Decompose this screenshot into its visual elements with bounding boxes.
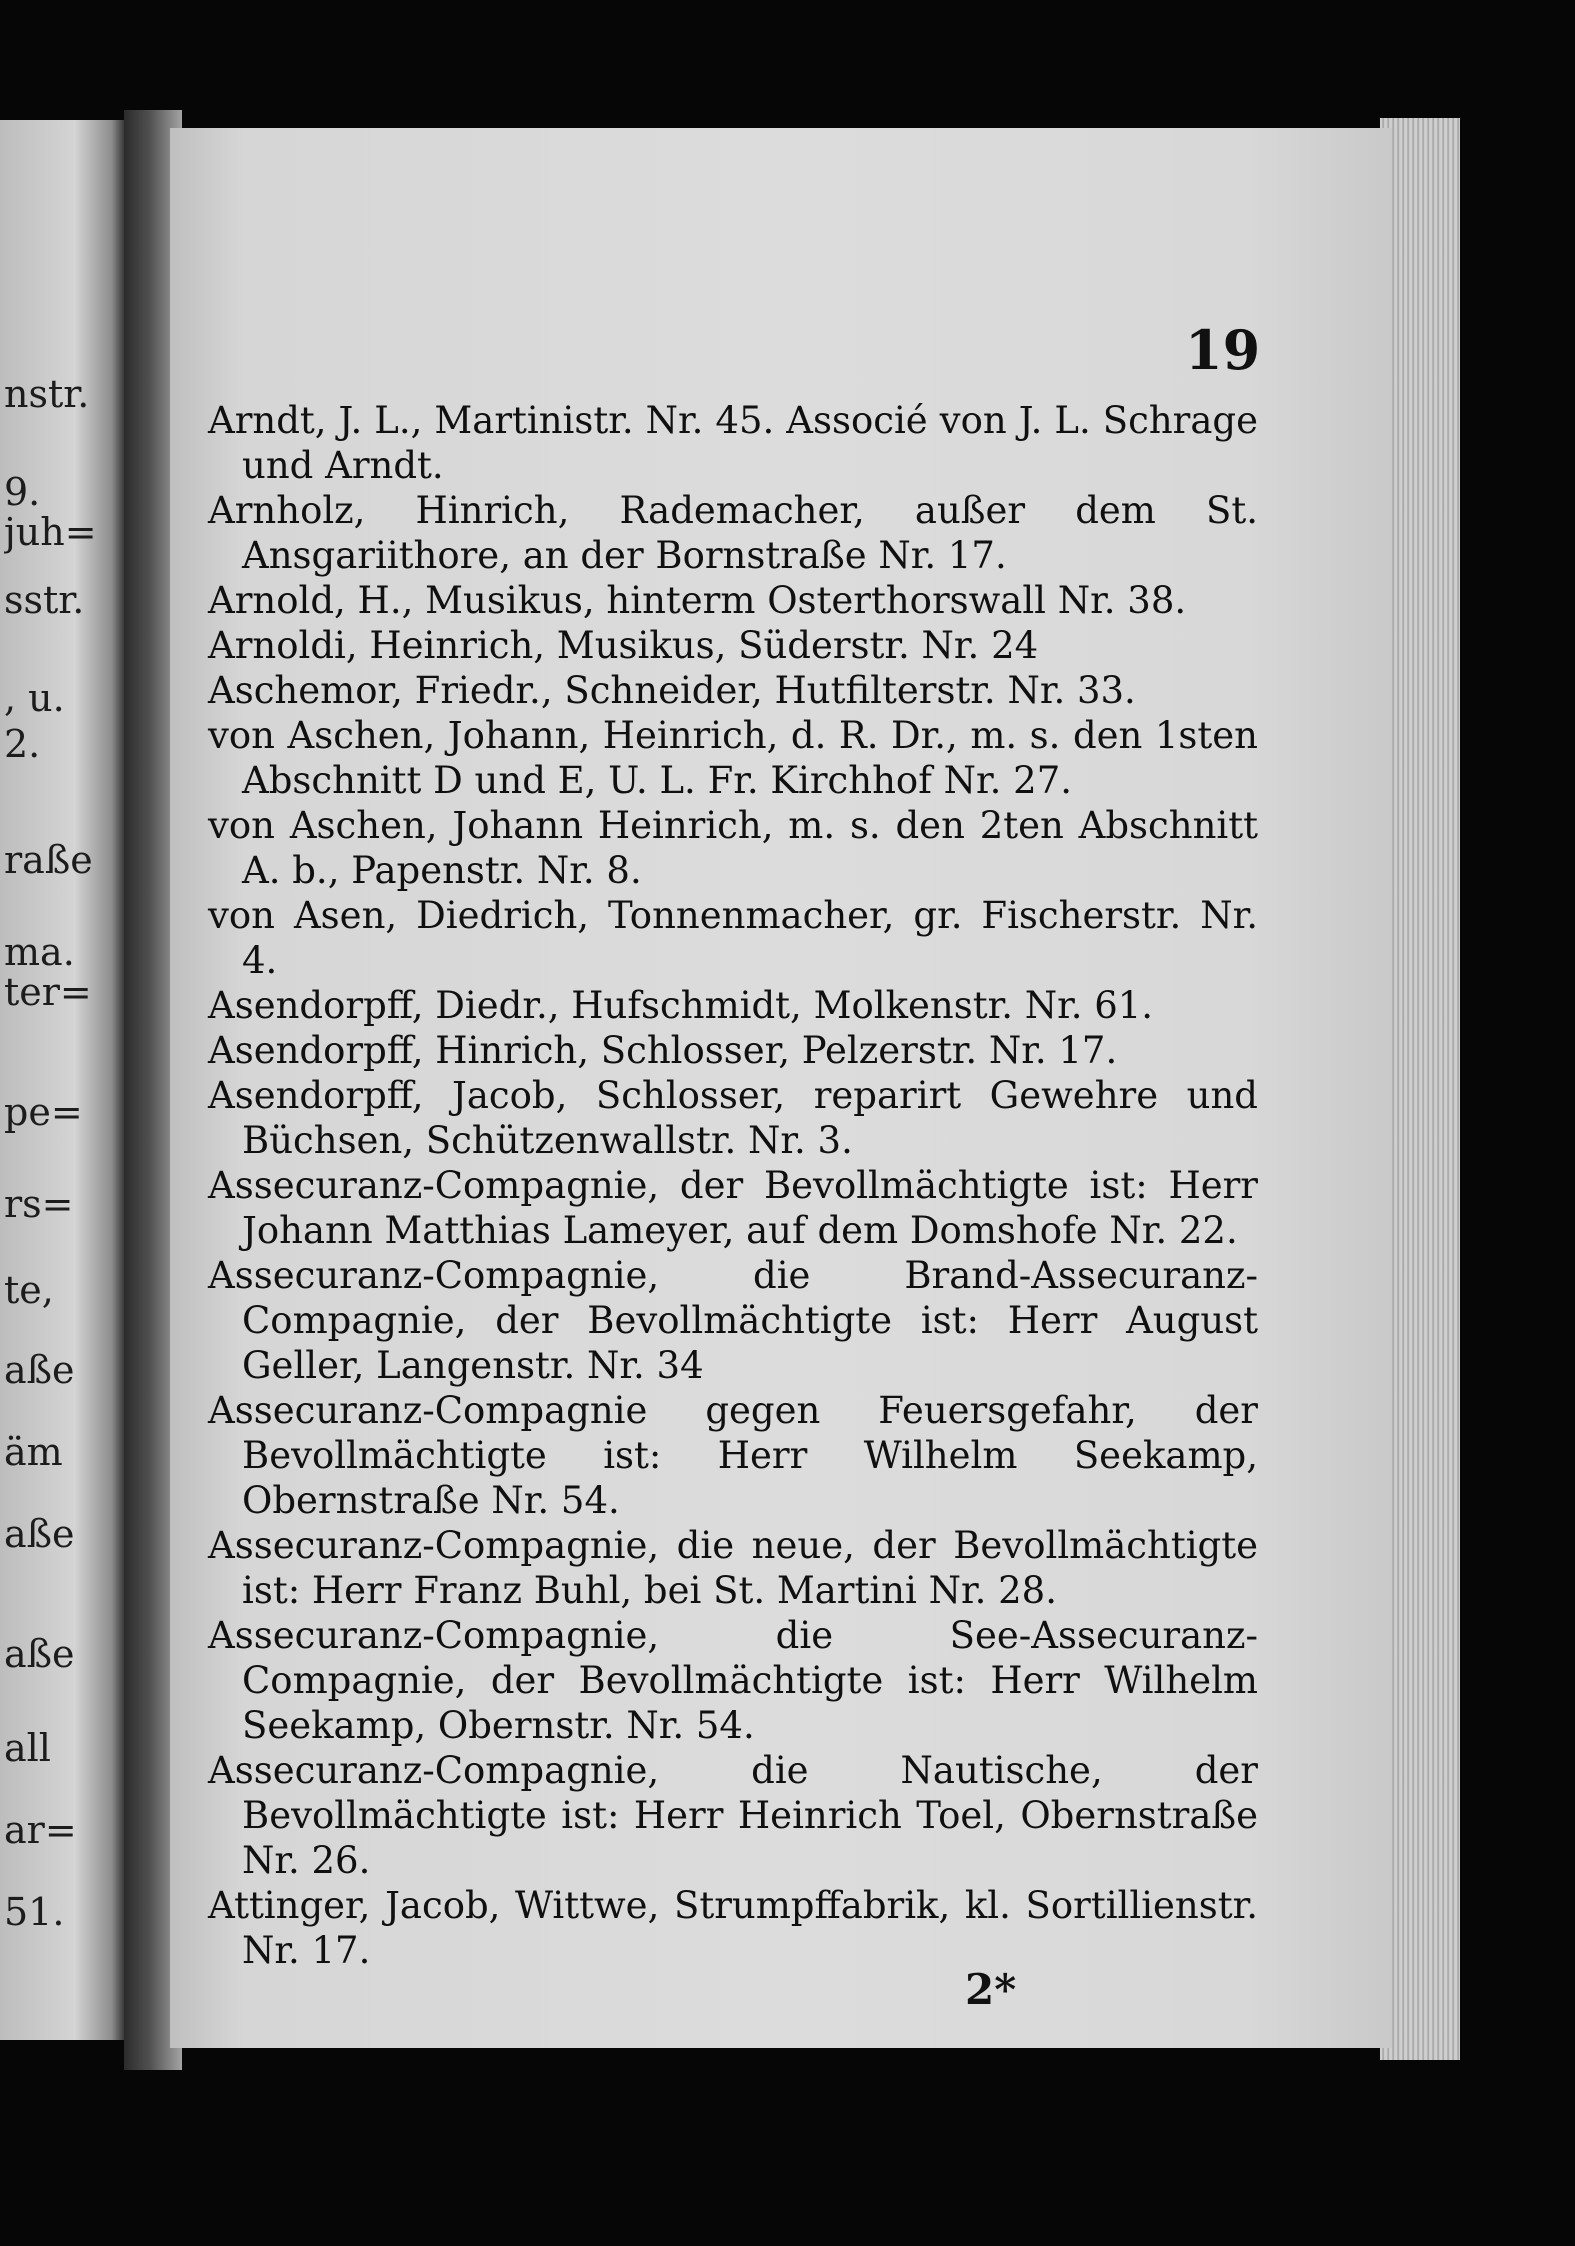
directory-entry: Assecuranz-Compagnie gegen Feuersgefahr, der Bevollmächtigte ist: Herr Wilhelm Seekamp, Obernstraße Nr. 54.: [208, 1389, 1258, 1522]
page-edges: [1380, 118, 1460, 2060]
directory-entry: Arndt, J. L., Martinistr. Nr. 45. Associé von J. L. Schrage und Arndt.: [208, 399, 1258, 487]
left-page-fragment: aße: [4, 1348, 75, 1392]
directory-entry: Assecuranz-Compagnie, die See-Assecuranz-Compagnie, der Bevollmächtigte ist: Herr Wilhelm Seekamp, Obernstr. Nr. 54.: [208, 1614, 1258, 1747]
directory-entry: Arnholz, Hinrich, Rademacher, außer dem St. Ansgariithore, an der Bornstraße Nr. 17.: [208, 489, 1258, 577]
left-page-fragment: äm: [4, 1430, 63, 1474]
left-page-fragment: aße: [4, 1512, 75, 1556]
directory-entry: von Aschen, Johann Heinrich, m. s. den 2ten Abschnitt A. b., Papenstr. Nr. 8.: [208, 804, 1258, 892]
left-page-fragment: nstr.: [4, 372, 90, 416]
left-page-fragment: , u.: [4, 676, 65, 720]
directory-entry: Assecuranz-Compagnie, die Brand-Assecuranz-Compagnie, der Bevollmächtigte ist: Herr August Geller, Langenstr. Nr. 34: [208, 1254, 1258, 1387]
left-page-fragment: rs=: [4, 1182, 74, 1226]
left-page-fragment: aße: [4, 1632, 75, 1676]
left-page-fragment: 51.: [4, 1890, 65, 1934]
directory-entry: Asendorpff, Hinrich, Schlosser, Pelzerstr. Nr. 17.: [208, 1029, 1118, 1072]
left-page-fragment: all: [4, 1726, 51, 1770]
left-page-fragment: te,: [4, 1268, 54, 1312]
directory-entry: Arnoldi, Heinrich, Musikus, Süderstr. Nr. 24: [208, 624, 1039, 667]
left-page-fragment: raße: [4, 838, 93, 882]
left-page-fragment: 9.: [4, 470, 41, 514]
directory-entry: Asendorpff, Jacob, Schlosser, reparirt Gewehre und Büchsen, Schützenwallstr. Nr. 3.: [208, 1074, 1258, 1162]
directory-entry: Arnold, H., Musikus, hinterm Osterthorswall Nr. 38.: [208, 579, 1187, 622]
directory-entry: Aschemor, Friedr., Schneider, Hutfilterstr. Nr. 33.: [208, 669, 1136, 712]
left-page-fragment: ma.: [4, 930, 75, 974]
directory-entry: Assecuranz-Compagnie, die neue, der Bevollmächtigte ist: Herr Franz Buhl, bei St. Martini Nr. 28.: [208, 1524, 1258, 1612]
directory-entry: von Asen, Diedrich, Tonnenmacher, gr. Fischerstr. Nr. 4.: [208, 894, 1258, 982]
directory-entry: von Aschen, Johann, Heinrich, d. R. Dr., m. s. den 1sten Abschnitt D und E, U. L. Fr. Kirchhof Nr. 27.: [208, 714, 1258, 802]
left-page-fragment: ar=: [4, 1808, 77, 1852]
directory-entry: Assecuranz-Compagnie, der Bevollmächtigte ist: Herr Johann Matthias Lameyer, auf dem Domshofe Nr. 22.: [208, 1164, 1258, 1252]
directory-entry: Asendorpff, Diedr., Hufschmidt, Molkenstr. Nr. 61.: [208, 984, 1154, 1027]
left-page-fragment: ter=: [4, 970, 92, 1014]
directory-entry: Assecuranz-Compagnie, die Nautische, der Bevollmächtigte ist: Herr Heinrich Toel, Obernstraße Nr. 26.: [208, 1749, 1258, 1882]
left-page-fragment: sstr.: [4, 578, 85, 622]
left-page-fragment: pe=: [4, 1090, 83, 1134]
signature-mark: 2*: [965, 1965, 1017, 2014]
left-page-fragment: juh=: [4, 510, 97, 554]
directory-entry: Attinger, Jacob, Wittwe, Strumpffabrik, kl. Sortillienstr. Nr. 17.: [208, 1884, 1258, 1972]
directory-entries: [208, 398, 1258, 1973]
left-page-fragment: 2.: [4, 722, 41, 766]
page-number: 19: [1185, 318, 1261, 382]
